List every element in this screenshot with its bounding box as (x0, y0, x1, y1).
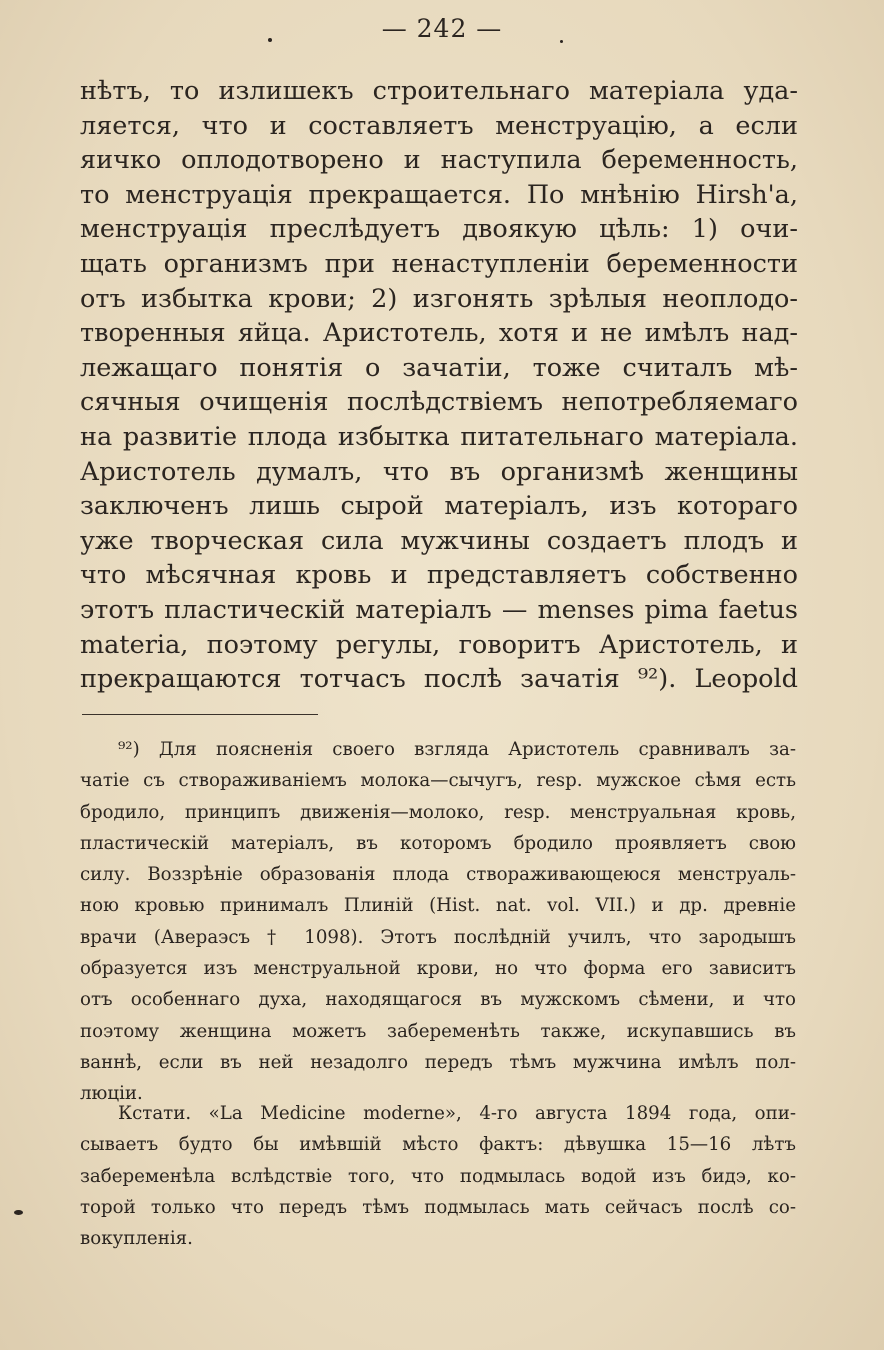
page-number: — 242 — (381, 14, 503, 43)
kstati-line: торой только что передъ тѣмъ подмылась мать сейчасъ послѣ со- (80, 1196, 796, 1218)
main-line: на развитіе плода избытка питательнаго матеріала. (80, 421, 798, 452)
main-line: щать организмъ при ненаступленіи беременности (80, 248, 798, 279)
ink-speck (560, 40, 563, 43)
footnote-line: бродило, принципъ движенія—молоко, resp. менструальная кровь, (80, 801, 796, 823)
main-line: нѣтъ, то излишекъ строительнаго матеріала уда- (80, 76, 798, 106)
main-line: уже творческая сила мужчины создаетъ плодъ и (80, 525, 798, 556)
ink-speck (14, 1210, 23, 1215)
main-line: яичко оплодотворено и наступила беременность, (80, 145, 798, 176)
main-line: менструація преслѣдуетъ двоякую цѣль: 1) очи- (80, 214, 798, 245)
footnote-line: пластическій матеріалъ, въ которомъ бродило проявляетъ свою (80, 832, 796, 854)
footnote-line: поэтому женщина можетъ забеременѣть также, искупавшись въ (80, 1020, 796, 1042)
footnote-92 (80, 734, 796, 1110)
kstati-paragraph (80, 1098, 796, 1254)
main-line: прекращаются тотчасъ послѣ зачатія ⁹²). Leopold (80, 664, 798, 695)
main-line: сячныя очищенія послѣдствіемъ непотребляемаго (80, 387, 798, 418)
main-line: отъ избытка крови; 2) изгонять зрѣлыя неоплодо- (80, 283, 798, 314)
kstati-line: забеременѣла вслѣдствіе того, что подмылась водой изъ бидэ, ко- (80, 1165, 796, 1187)
main-line: то менструація прекращается. По мнѣнію Hirsh'a, (80, 179, 798, 210)
main-line: ляется, что и составляетъ менструацію, а если (80, 110, 798, 141)
footnote-separator (82, 714, 318, 715)
footnote-line: ною кровью принималъ Плиній (Hist. nat. vol. VII.) и др. древніе (80, 895, 796, 917)
main-line: что мѣсячная кровь и представляетъ собственно (80, 560, 798, 591)
main-line: materia, поэтому регулы, говоритъ Аристотель, и (80, 629, 798, 660)
footnote-line: отъ особеннаго духа, находящагося въ мужскомъ сѣмени, и что (80, 989, 796, 1011)
kstati-line: вокупленія. (80, 1228, 193, 1250)
footnote-line: ваннѣ, если въ ней незадолго передъ тѣмъ мужчина имѣлъ пол- (80, 1051, 796, 1073)
footnote-line: врачи (Авераэсъ † 1098). Этотъ послѣдній училъ, что зародышъ (80, 926, 796, 948)
footnote-line: люціи. (80, 1083, 143, 1105)
main-line: Аристотель думалъ, что въ организмѣ женщины (80, 456, 798, 487)
main-line: лежащаго понятія о зачатіи, тоже считалъ мѣ- (80, 352, 798, 383)
footnote-line: образуется изъ менструальной крови, но что форма его зависитъ (80, 958, 796, 980)
footnote-line: силу. Воззрѣніе образованія плода створаживающеюся менструаль- (80, 864, 796, 886)
kstati-line: сываетъ будто бы имѣвшій мѣсто фактъ: дѣвушка 15—16 лѣтъ (80, 1134, 796, 1156)
main-line: заключенъ лишь сырой матеріалъ, изъ котораго (80, 491, 798, 522)
kstati-line: Кстати. «La Medicine moderne», 4-го августа 1894 года, опи- (118, 1103, 796, 1124)
footnote-line: ⁹²) Для поясненія своего взгляда Аристотель сравнивалъ за- (118, 739, 796, 760)
ink-speck (268, 38, 272, 42)
main-line: этотъ пластическій матеріалъ — menses pima faetus (80, 594, 798, 625)
footnote-line: чатіе съ створаживаніемъ молока—сычугъ, resp. мужское сѣмя есть (80, 770, 796, 792)
main-line: творенныя яйца. Аристотель, хотя и не имѣлъ над- (80, 318, 798, 349)
main-text (80, 74, 798, 697)
